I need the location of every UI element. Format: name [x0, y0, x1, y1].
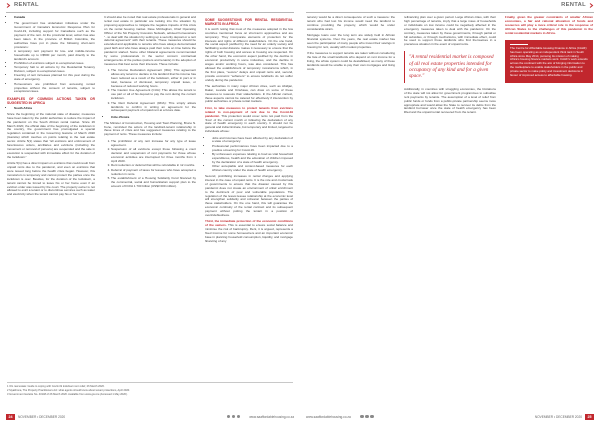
list-item: • Professional performances have been impacted due to a positive screening for Covid-19.: [212, 145, 293, 153]
body-paragraph: The Minister of Construction, Housing and Town Planning, Bruno N. Kone, reminded the actors of the landlord-tenant relationship in these times of crisis and has suggested measures relating to the payment of rents. These measures include:: [104, 120, 196, 137]
emphasis-lead: First, to take measures to protect tenants from evictions related to non-payment of rent due to the Covid-19 pandemic.: [205, 105, 293, 118]
right-page: [300, 0, 600, 424]
section-label: RENTAL: [561, 2, 586, 8]
callout-rule: [510, 44, 528, 45]
facebook-icon[interactable]: [227, 415, 231, 419]
linkedin-icon[interactable]: [370, 415, 374, 419]
list-item: • Temporary halt to all actions by the Residential Tenancy Division, subject to exceptional cases.: [14, 66, 95, 74]
body-paragraph: [505, 16, 593, 36]
list-item: 3. Rent reduction or deferral that will be refundable in 12 months.: [111, 164, 196, 168]
chevron-right-icon: [6, 3, 11, 8]
body-paragraph: Second, prohibiting increases in rental charges and applying interest in the case of unpaid rents. It is the role and crucial task of governments to ensure that the disaster caused by this pandemic does not create an environment of unfair enrichment to the detriment of poor and vulnerable populations. The regulation of the lessor-lessee relationship at the economic level will strengthen solidarity and cohesion between the parties of these stakeholders. On the one hand, this will guarantee the economic continuity of the rental contract and its subsequent payment without putting the tenant in a position of overindebtedness.: [205, 174, 293, 218]
pull-quote: "A rental residential market is composed of all real estate properties intended for occupancy of any kind and for a given space.": [404, 51, 496, 83]
list-item: 5. The establishment of a Housing Solidarity Fund financed by the commercial, social and humanitarian support plan to the amount of FCFA 1 700 billion (US$3 000 million).: [111, 177, 196, 189]
social-icons: [227, 415, 241, 419]
column-1: [7, 16, 95, 200]
list-item: • By unforeseen expenses relating to food as vital household expenditures, health and the education of children imposed by the declaration of a state of health emergency.: [212, 153, 293, 165]
list-item: 2. Suspension of all evictions except those following a court decision and suspension of rent payments for those whose economic activities are interrupted for three months from 1 April 2020.: [111, 148, 196, 164]
page-footer: [300, 412, 600, 422]
section-heading: SOME SUGGESTIONS FOR RENTAL RESIDENTIAL MARKETS IN AFRICA: [205, 17, 293, 26]
country-heading: • Canada: [14, 16, 95, 20]
body-paragraph: The authorities in many major African cities, such as Abidjan, Dakar, Luanda and Kinshasa, can draw on some of these measures to reassure their stakeholders. In the African context, these aspects cannot be catered for effectively if intervention by public authorities or private rental markets.: [205, 83, 293, 104]
issue-date: NOVEMBER • DECEMBER 2020: [18, 415, 66, 419]
paragraph-continuation: This is essential to ensure social balance and minimise the risk of bankruptcy. Rent, it is argued, represents a fixed income for some homeowners and an important economic base in planning household consumption, liquidity, and mortgage financing of any: [205, 223, 293, 243]
info-callout-box: [505, 40, 593, 83]
list-item: 2. The Caution Use Agreement (CUA): This allows the tenant to use part or all of his deposit to pay the rent during the current lockdown.: [111, 89, 196, 101]
body-paragraph: [205, 220, 293, 243]
list-item: • Jobs and incomes have been affected by any declaration of a state of emergency.: [212, 137, 293, 145]
column-2: [104, 16, 196, 191]
body-paragraph: Additionally, in countries with struggling economies, the limitations of the state will not allow for government programmes to subsidise rent payments by tenants. The assumption of a level of relief from public funds or funds from a public-private partnership seems more appropriate and would allow the State to recover its debts from the landlord borrower once the state of health emergency has been lifted and the unpaid rental recovered from the tenant.: [404, 86, 496, 115]
list-item: • The government has undertaken initiatives under the Government of Canada's Economic Response Plan for Covid-19, including support for Canadians such as the payment of the rent. At the provincial level, action has also been taken. In the province of British Columbia, the authorities have put in place the following short-term provisions:: [14, 22, 95, 49]
facebook-icon[interactable]: [360, 415, 364, 419]
page-footer: [0, 412, 300, 422]
body-paragraph: It is worth noting that most of the measures adopted in the few countries mentioned focus on short-term approaches and are temporary. They incorporate elements of protection for the interests and rights of different stakeholders. On the one hand, the social aspect justified by the need for an orderly society and facilitating social distance makes it necessary to ensure that the rights of both housing and access to housing are respected. On the other hand, the economic aspect justified by the decline in economic productivity in some industries, and the decline in wages and/or working hours, was also considered. This has allowed the establishment of temporary moratoriums which, in the first place, "secure" delays and unpaid rents and, second, provide economic "softeners" to ensure landlords do not suffer unduly during the pandemic.: [205, 26, 293, 82]
body-paragraph: If the measures to support tenants are taken without considering the fate of the small landlords who depend on rent income for a living, the whole system could be destabilised, as many of these landlords would be unable to pay their own mortgages and living costs.: [307, 51, 395, 71]
column-1: [307, 16, 395, 74]
linkedin-icon[interactable]: [237, 415, 241, 419]
list-item: 1. The Income Declaration Agreement (IDA): This agreement allows any tenant to declare to his landlord that his income has been reduced as a result of the lockdown, either in part or in total, because of dismissal, temporary unpaid leave, or because of reduced working hours.: [111, 69, 196, 89]
chevron-right-icon: [589, 3, 594, 8]
twitter-icon[interactable]: [365, 415, 369, 419]
footnote: 3 Government Gazette No. 43148 of 26 March 2020. Available from www.gov.za (Accessed 1 May 2020).: [7, 392, 128, 396]
website-link[interactable]: www.saaffordablehousing.co.za: [249, 415, 294, 419]
body-paragraph: refinancing plan over a given period. Large African cities, with their high percentage of tenants, imply that a large mass of households or individuals on low income could be negatively affected in the emergency measures taken to deal with the pandemic. On the contrary, measures taken by these governments, through partial or full subsidies, or through mechanisms, with immediate effect, could be used to support those landlords who find themselves in a precarious situation in the event of unpaid rents.: [404, 15, 496, 47]
section-heading: EXAMPLES OF COMMON ACTIONS TAKEN OR SUGGESTED IN AFRICA: [7, 96, 95, 105]
page-number: 24: [6, 414, 15, 420]
header-divider: [6, 12, 294, 13]
list-item: 3. The Rent Deferral Agreement (RDA): This simply allows landlords to confirm in writing an agreement for the subsequent payment of unpaid rent at a future date.: [111, 102, 196, 114]
footnote: 2 Siyakhona, The Property Practitioners Act: what agents should know about tenant protections, April 2020.: [7, 388, 130, 392]
website-link[interactable]: www.saaffordablehousing.co.za: [306, 415, 351, 419]
social-icons: [360, 415, 374, 419]
issue-date: NOVEMBER • DECEMBER 2020: [534, 415, 582, 419]
page-number: 25: [585, 414, 594, 420]
footnotes: [7, 382, 293, 397]
emphasis-lead: Finally, given the greater constraints of smaller African economies, a fair and rational allocation of funds and resources will play a more critical role in the response of African States to the challenges of this pandemic in the rental residential markets in Africa.: [505, 15, 593, 35]
section-label: RENTAL: [14, 2, 39, 8]
list-item: 1. The prohibition of any rent increase for any type of lease agreement.: [111, 140, 196, 148]
section-tag: [6, 2, 39, 8]
footnote: 1 IOL real estate: Guide to coping with Covid-19 lockdown rent relief, 26 March 2020.: [7, 384, 105, 388]
list-item: • Prohibition of evictions subject to exceptional cases.: [14, 62, 95, 66]
section-tag: [561, 2, 594, 8]
column-3: [505, 16, 593, 83]
body-paragraph: [205, 107, 293, 134]
list-item: • Freezing of rent increases planned for this year during the state of emergency.: [14, 74, 95, 82]
emphasis-lead: Third, the immediate protection of the economic conditions of the owners.: [205, 219, 293, 228]
body-paragraph: tenancy would be a direct consequence of such a measure: the tenant who had lost his income would need the landlord to continue providing the property, which would be under considerable strain.: [307, 15, 395, 31]
body-paragraph: Since the beginning of the national state of disaster, measures have been taken by the public authorities to reduce the impact of the pandemic on the South African rental market. Since 26 March 2020, the official date of the beginning of the lockdown in the country, the government has promulgated a special regulation contained in the Governing Gazette of March 2020 (Gazette) which touches on points relating to the real estate sector. Article 5(1) states that "all evictions and enforcement of foreclosures orders, ancillaries and evictions (including the movement or removal of persons) are suspended and the sale in execution is suspended with immediate effect for the duration of the lockdown.": [7, 111, 95, 159]
body-paragraph: Mortgage loans over the long term are widely held in African financial systems. Over the years, the real estate market has seen the participation of many people who invest their savings in housing for rent, usually with modest properties.: [307, 33, 395, 49]
country-heading: • Côte d'Ivoire: [111, 116, 196, 120]
list-item: 4. Deferral of payment of taxes for lessees who have accepted a reduction in rents.: [111, 169, 196, 177]
page-header: [306, 2, 594, 15]
paragraph-continuation: This protection would cover rents not paid from the 'frost' of the current month or following the declaration of any state of health emergency in each country. It should not be general and indiscriminate, but temporary and limited, targeted to individuals whose:: [205, 113, 293, 134]
list-item: • A temporary rent payment for low- and middle-income households up to C$500 per month, paid directly to the landlord's account.: [14, 50, 95, 62]
list-item: • Homeowners are prohibited from accessing rented properties without the consent of tenants, subject to exceptional cases.: [14, 83, 95, 95]
country-heading: • South Africa: [14, 107, 95, 111]
list-item: • Other acceptable and context-based measures for each African country under the state of health emergency.: [212, 165, 293, 173]
page-header: [6, 2, 294, 15]
column-3: [205, 16, 293, 246]
body-paragraph: It should also be noted that real estate professionals in general and rental real estate in particular are looking into the situation by proposing approaches to mitigate the negative impacts of this crisis on the rental housing market. Dave McClaghan, Chief Operating Officer of the SA Property Investors Network, advised homeowners "...to deal with the situation by setting up a security deposit or a rent deferral agreement" with their tenants. These measures should be extended and applicable to tenants who have always demonstrated good faith and who have always paid their rents on time before the pandemic started. Some other bilateral agreements recommended by some professionals in the sector concern contractual arrangements of the parties (owners and tenants) in the adoption of measures that best serve their interests. These include:: [104, 15, 196, 66]
twitter-icon[interactable]: [232, 415, 236, 419]
header-divider: [306, 12, 594, 13]
body-paragraph: Article 5(1) has a direct impact on evictions that could result from unpaid rents due to the pandemic, and even on evictions that were issued long before the health crisis began. However, this moratorium is temporary and cannot protect the parties once the lockdown is over. Besides, for the duration of the lockdown, a tenant cannot be forced to leave his or her home even if an eviction order was issued by the court. The property owner is not allowed to evict a tenant or to discontinue services such as water and electricity when the tenant cannot pay his or her rent.: [7, 161, 95, 197]
callout-text: The Centre for Affordable Housing Finance in Africa (CAHF) has been operating as an independent think tank in South Africa since May 2014, pursuing its mission of making Africa's housing finance markets work. CAHF's work extends across the continent with the aim of bringing information to the marketplace to enable stakeholders in the public and private sector to make policy and investment decisions in favour of improved access to affordable housing.: [510, 46, 588, 77]
column-2: [404, 16, 496, 118]
